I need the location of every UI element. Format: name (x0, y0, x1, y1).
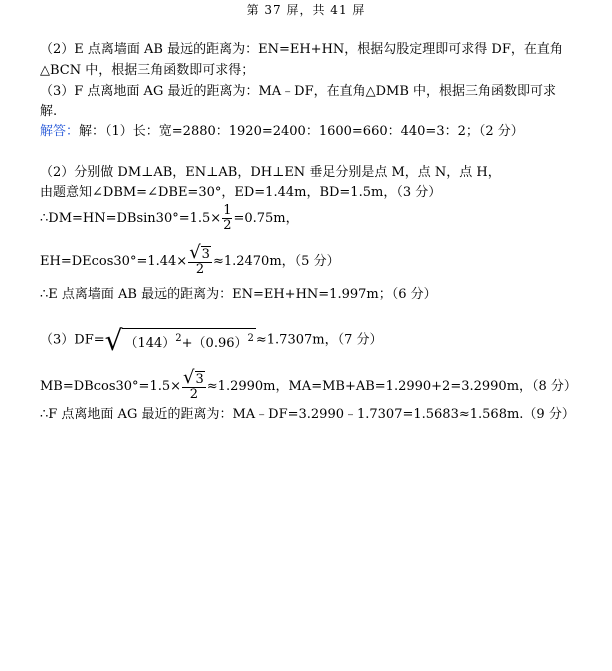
f-result: ∴F 点离地面 AG 最近的距离为：MA﹣DF=3.2990﹣1.7307=1.5683≈1.568m.（9 分） (40, 407, 575, 422)
sqrt-icon: √ (189, 242, 201, 263)
analysis-line-3: （3）F 点离地面 AG 最近的距离为：MA﹣DF，在直角△DMB 中，根据三角函数即可求 (40, 84, 557, 99)
answer-part-1-text: 解：（1）长：宽=2880：1920=2400：1600=660：440=3：2；（2 分） (79, 124, 524, 139)
df-equation (40, 323, 383, 357)
dm-numerator: 1 (223, 203, 232, 218)
sqrt-icon: √ (183, 367, 195, 388)
eh-denominator: 2 (195, 262, 205, 277)
dm-prefix: ∴DM=HN=DBsin30°=1.5× (40, 211, 222, 226)
analysis-line-1: （2）E 点离墙面 AB 最远的距离为：EN=EH+HN，根据勾股定理即可求得 DF，在直角 (40, 42, 563, 57)
df-radicand (122, 328, 255, 352)
eh-equation (40, 242, 340, 277)
mb-denominator: 2 (189, 387, 199, 402)
mb-equation (40, 367, 577, 402)
dm-fraction (222, 204, 232, 233)
df-suffix: ≈1.7307m，（7 分） (255, 332, 383, 348)
df-prefix: （3）DF= (40, 332, 105, 348)
eh-suffix: ≈1.2470m，（5 分） (212, 254, 340, 269)
page-header: 第 37 屏，共 41 屏 (246, 3, 366, 17)
sqrt-icon: √ (104, 323, 123, 357)
df-exponent-1: 2 (175, 333, 182, 344)
mb-numerator: 3 (195, 372, 204, 387)
mb-suffix: ≈1.2990m，MA=MB+AB=1.2990+2=3.2990m，（8 分） (206, 379, 577, 394)
analysis-line-4: 解. (40, 104, 58, 119)
dm-equation (40, 204, 299, 233)
mb-fraction (182, 367, 206, 402)
eh-fraction (188, 242, 212, 277)
part2-line-2: 由题意知∠DBM=∠DBE=30°，ED=1.44m，BD=1.5m，（3 分） (40, 185, 442, 200)
df-exponent-2: 2 (247, 333, 254, 344)
answer-label: 解答： (40, 124, 80, 139)
eh-numerator: 3 (201, 247, 210, 262)
dm-suffix: =0.75m， (233, 211, 299, 226)
eh-prefix: EH=DEcos30°=1.44× (40, 254, 188, 269)
df-term-1: （144） (124, 336, 176, 351)
part2-line-1: （2）分别做 DM⊥AB，EN⊥AB，DH⊥EN 垂足分别是点 M，点 N，点 H， (40, 165, 501, 180)
df-plus-term: +（0.96） (181, 336, 248, 351)
answer-part-1 (40, 124, 524, 140)
mb-prefix: MB=DBcos30°=1.5× (40, 379, 182, 394)
e-result: ∴E 点离墙面 AB 最远的距离为：EN=EH+HN=1.997m；（6 分） (40, 287, 437, 302)
dm-denominator: 2 (223, 218, 232, 233)
analysis-line-2: △BCN 中，根据三角函数即可求得； (40, 63, 255, 78)
